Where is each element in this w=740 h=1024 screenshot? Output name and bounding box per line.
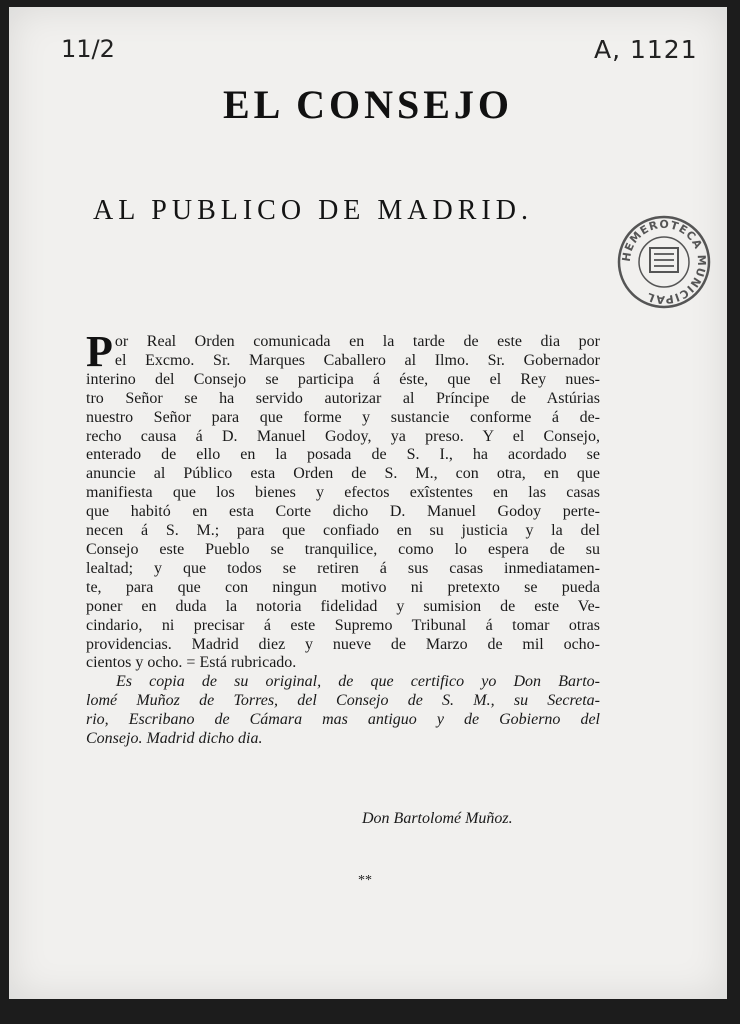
certification-paragraph [86,673,600,749]
library-stamp-icon [616,214,712,310]
text-line: recho causa á D. Manuel Godoy, ya preso. Y el Consejo, [86,427,600,445]
cert-line: Es copia de su original, de que certifico yo Don Barto- [116,673,600,691]
text-line: enterado de ello en la posada de S. I., ha acordado se [86,446,600,464]
text-line: anuncie al Público esta Orden de S. M., con otra, en que [86,465,600,483]
svg-text:HEMEROTECA MUNICIPAL: HEMEROTECA MUNICIPAL [619,217,709,307]
document-title: EL CONSEJO [222,82,514,127]
text-line: cindario, ni precisar á este Supremo Tribunal á tomar otras [86,616,600,634]
cert-line: rio, Escribano de Cámara mas antiguo y de Gobierno del [86,711,600,729]
document-page [9,7,727,999]
text-line: lealtad; y que todos se retiren á sus casas inmediatamen- [86,559,600,577]
text-line: necen á S. M.; para que confiado en su justicia y la del [86,522,600,540]
drop-cap: P [86,327,113,376]
cert-line: lomé Muñoz de Torres, del Consejo de S. M., su Secreta- [86,692,600,710]
signature-line: Don Bartolomé Muñoz. [362,810,513,827]
handwritten-note-left: 11/2 [61,35,115,63]
text-line: que habitó en esta Corte dicho D. Manuel Godoy perte- [86,503,600,521]
text-line: manifiesta que los bienes y efectos exîstentes en las casas [86,484,600,502]
handwritten-note-right: A, 1121 [594,35,698,64]
text-line: interino del Consejo se participa á éste, que el Rey nues- [86,370,600,388]
text-line: tro Señor se ha servido autorizar al Príncipe de Astúrias [86,389,600,407]
cert-line: Consejo. Madrid dicho dia. [86,730,263,748]
text-line: providencias. Madrid diez y nueve de Marzo de mil ocho- [86,635,600,653]
main-text [86,327,600,749]
text-line: te, para que con ningun motivo ni pretexto se pueda [86,578,600,596]
text-line: Consejo este Pueblo se tranquilice, como lo espera de su [86,540,600,558]
text-line: el Excmo. Sr. Marques Caballero al Ilmo. Sr. Gobernador [114,351,600,369]
document-subtitle: AL PUBLICO DE MADRID. [93,195,533,226]
text-line: or Real Orden comunicada en la tarde de este dia por [114,333,600,350]
ornament: ** [358,873,372,888]
text-line: poner en duda la notoria fidelidad y sumision de este Ve- [86,597,600,615]
text-line: nuestro Señor para que forme y sustancie conforme á de- [86,408,600,426]
show-through-text [83,147,643,331]
text-line: cientos y ocho. = Está rubricado. [86,654,297,672]
